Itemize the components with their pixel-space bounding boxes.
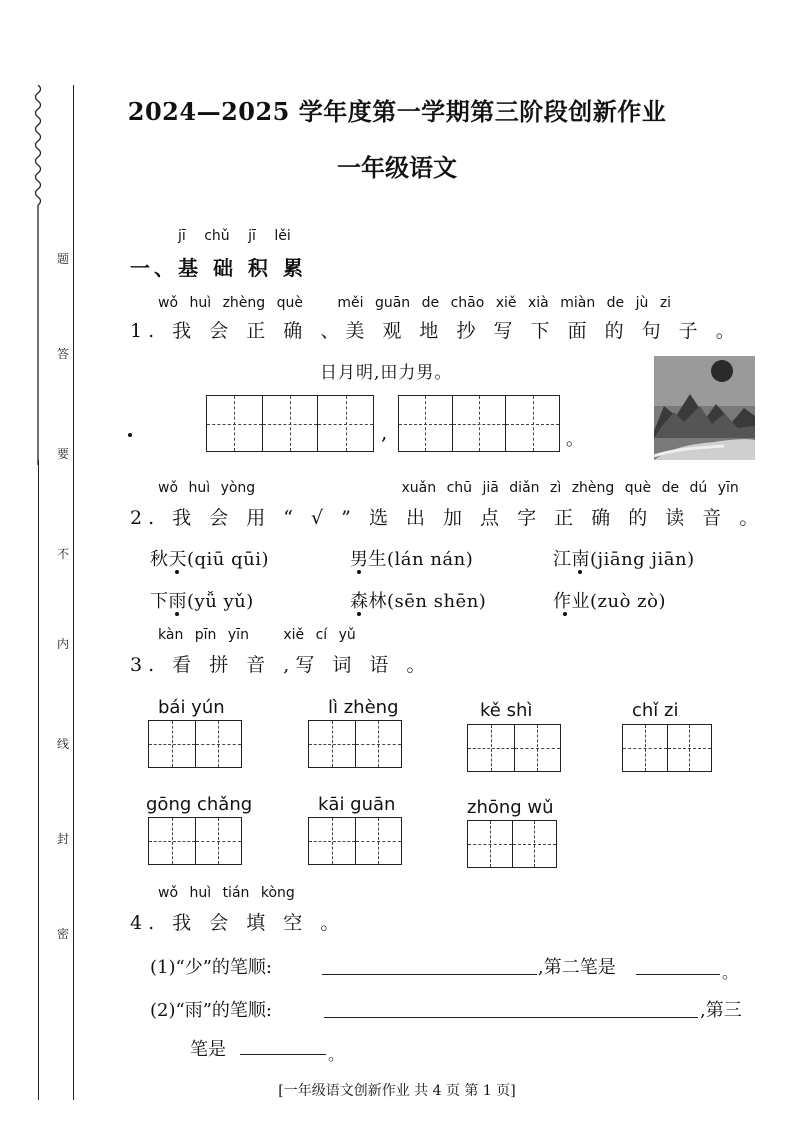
margin-label: 内 bbox=[57, 637, 70, 651]
q3-writing-grid[interactable] bbox=[467, 724, 561, 772]
q1-sentence: 日月明,田力男。 bbox=[320, 363, 453, 383]
margin-label: 题 bbox=[57, 252, 70, 266]
wavy-edge bbox=[28, 85, 48, 465]
q2-option[interactable]: 森林(sēn shēn) bbox=[350, 591, 487, 612]
q1-comma: , bbox=[381, 420, 388, 444]
q3-writing-grid[interactable] bbox=[622, 724, 712, 772]
margin-label: 线 bbox=[57, 737, 70, 751]
binding-line-inner bbox=[73, 85, 74, 1100]
q2-option[interactable]: 江南(jiāng jiān) bbox=[553, 549, 695, 570]
bullet-dot bbox=[128, 433, 132, 437]
landscape-illustration bbox=[654, 356, 755, 460]
q3-writing-grid[interactable] bbox=[148, 817, 242, 865]
q2-option[interactable]: 男生(lán nán) bbox=[350, 549, 474, 570]
margin-label: 要 bbox=[57, 447, 70, 461]
q4-pinyin: wǒ huì tián kòng bbox=[158, 885, 295, 901]
emphasis-dot bbox=[357, 570, 361, 574]
q4-text: 4. 我 会 填 空 。 bbox=[130, 912, 346, 934]
q3-word-pinyin: bái yún bbox=[158, 697, 225, 718]
q1-pinyin: wǒ huì zhèng què měi guān de chāo xiě xià miàn de jù zi bbox=[158, 295, 672, 311]
q4-item2-cont: 笔是 bbox=[190, 1039, 226, 1060]
emphasis-dot bbox=[175, 612, 179, 616]
emphasis-dot bbox=[563, 612, 567, 616]
margin-label: 封 bbox=[57, 832, 70, 846]
q2-text: 2. 我 会 用 “ √ ” 选 出 加 点 字 正 确 的 读 音 。 bbox=[130, 507, 765, 529]
q3-pinyin: kàn pīn yīn xiě cí yǔ bbox=[158, 627, 356, 643]
q3-writing-grid[interactable] bbox=[467, 820, 557, 868]
q1-text: 1. 我 会 正 确 、美 观 地 抄 写 下 面 的 句 子 。 bbox=[130, 320, 741, 342]
page-subtitle: 一年级语文 bbox=[337, 153, 457, 182]
section1-pinyin: jī chǔ jī lěi bbox=[178, 228, 291, 244]
emphasis-dot bbox=[578, 570, 582, 574]
emphasis-dot bbox=[357, 612, 361, 616]
q1-period: 。 bbox=[566, 429, 584, 450]
q4-item2-mid: ,第三 bbox=[700, 1000, 742, 1021]
q3-word-pinyin: zhōng wǔ bbox=[467, 797, 554, 818]
q2-option[interactable]: 秋天(qiū qūi) bbox=[150, 549, 270, 570]
q3-writing-grid[interactable] bbox=[308, 817, 402, 865]
q4-item1-blank[interactable] bbox=[322, 974, 537, 975]
emphasis-dot bbox=[175, 570, 179, 574]
q3-word-pinyin: lì zhèng bbox=[328, 697, 399, 718]
q3-word-pinyin: chǐ zi bbox=[632, 700, 679, 721]
q4-item1-blank-2[interactable] bbox=[636, 974, 720, 975]
q4-item2-blank[interactable] bbox=[324, 1017, 698, 1018]
q4-item1-mid: ,第二笔是 bbox=[538, 957, 616, 978]
q4-item2-blank-2[interactable] bbox=[240, 1054, 326, 1055]
q1-writing-grid-1[interactable] bbox=[206, 395, 374, 452]
q2-option[interactable]: 作业(zuò zò) bbox=[553, 591, 666, 612]
q2-pinyin: wǒ huì yòng xuǎn chū jiā diǎn zì zhèng què de dú yīn bbox=[158, 480, 739, 496]
page-footer: [一年级语文创新作业 共 4 页 第 1 页] bbox=[278, 1083, 516, 1099]
q3-word-pinyin: gōng chǎng bbox=[146, 794, 253, 815]
margin-label: 答 bbox=[57, 347, 70, 361]
q2-option[interactable]: 下雨(yǚ yǔ) bbox=[150, 591, 254, 612]
q3-writing-grid[interactable] bbox=[308, 720, 402, 768]
q3-word-pinyin: kě shì bbox=[480, 700, 533, 721]
q4-item2-end: 。 bbox=[328, 1045, 345, 1064]
q1-writing-grid-2[interactable] bbox=[398, 395, 560, 452]
section1-heading: 一、基 础 积 累 bbox=[130, 256, 307, 280]
q4-item1-label: (1)“少”的笔顺: bbox=[150, 957, 272, 978]
page-title: 2024—2025 学年度第一学期第三阶段创新作业 bbox=[127, 97, 667, 126]
q4-item2-label: (2)“雨”的笔顺: bbox=[150, 1000, 272, 1021]
q4-item1-end: 。 bbox=[722, 963, 739, 982]
q3-text: 3. 看 拼 音 ,写 词 语 。 bbox=[130, 654, 432, 676]
binding-line-outer bbox=[38, 460, 39, 1100]
margin-label: 不 bbox=[57, 547, 70, 561]
q3-writing-grid[interactable] bbox=[148, 720, 242, 768]
q3-word-pinyin: kāi guān bbox=[318, 794, 396, 815]
margin-label: 密 bbox=[57, 927, 70, 941]
